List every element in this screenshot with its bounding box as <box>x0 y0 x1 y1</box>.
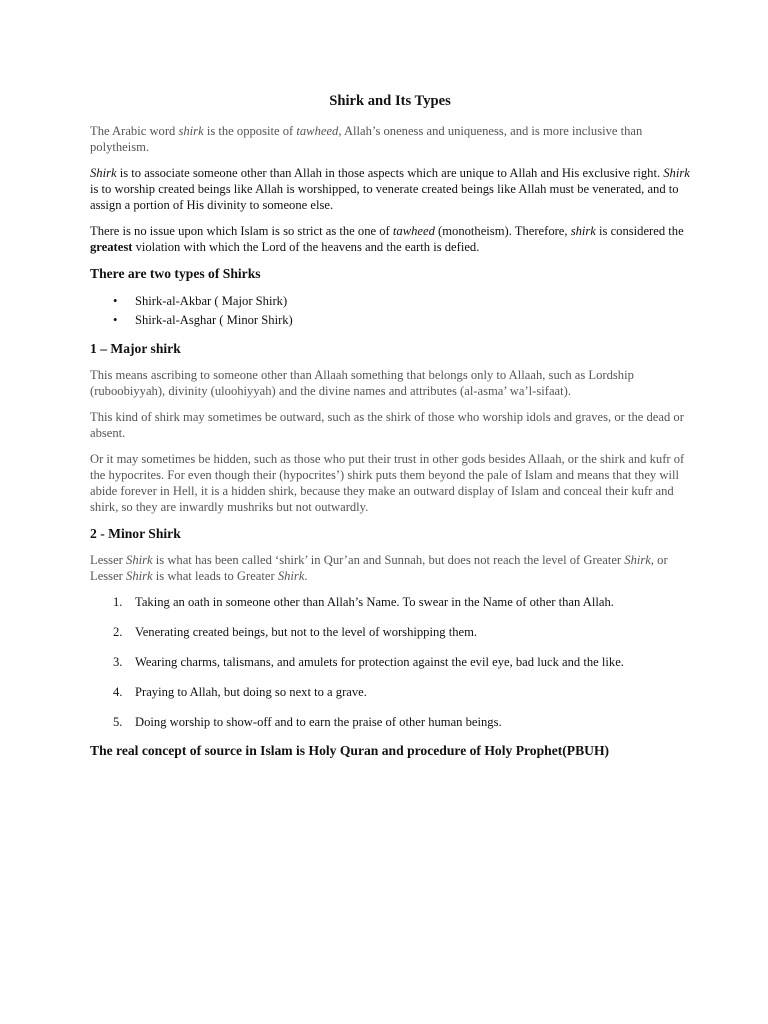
minor-term: Shirk <box>126 553 153 567</box>
strictness-text: is considered the <box>595 224 684 238</box>
definition-term: Shirk <box>663 166 690 180</box>
intro-paragraph <box>90 123 690 155</box>
minor-text: . <box>304 569 308 583</box>
strictness-term: shirk <box>570 224 596 238</box>
intro-text: , Allah’s oneness and uniqueness, and is more inclusive than polytheism. <box>90 124 643 154</box>
strictness-emphasis: greatest <box>90 240 133 254</box>
minor-shirk-heading: 2 - Minor Shirk <box>90 526 181 541</box>
page-title: Shirk and Its Types <box>329 93 451 109</box>
document-body <box>90 91 690 760</box>
strictness-text: violation with which the Lord of the heavens and the earth is defied. <box>132 240 480 254</box>
list-item <box>90 714 690 730</box>
minor-text: Lesser <box>90 553 127 567</box>
minor-term: Shirk <box>624 553 651 567</box>
minor-shirk-list <box>90 594 690 730</box>
list-item <box>90 594 690 610</box>
conclusion-heading: The real concept of source in Islam is Holy Quran and procedure of Holy Prophet(PBUH) <box>90 743 610 758</box>
strictness-text: There is no issue upon which Islam is so strict as the one of <box>90 224 393 238</box>
major-paragraph-1: This means ascribing to someone other than Allaah something that belongs only to Allaah, such as Lordship (ruboobiyyah), divinity (uloohiyyah) and the divine names and attributes (al-asma’ wa’l-sifaat). <box>90 368 634 398</box>
strictness-text: (monotheism). Therefore, <box>434 224 571 238</box>
minor-text: is what leads to Greater <box>152 569 278 583</box>
minor-term: Shirk <box>126 569 153 583</box>
list-item <box>90 654 690 670</box>
types-heading: There are two types of Shirks <box>90 266 261 281</box>
strictness-term: tawheed <box>392 224 435 238</box>
intro-text: The Arabic word <box>90 124 179 138</box>
definition-term: Shirk <box>90 166 117 180</box>
minor-text: , or Lesser <box>90 553 668 583</box>
list-item <box>90 684 690 700</box>
major-shirk-heading: 1 – Major shirk <box>90 341 181 356</box>
definition-text: is to worship created beings like Allah is worshipped, to venerate created beings like Allah must be venerated, and to assign a portion of His divinity to someone else. <box>90 182 679 212</box>
minor-paragraph <box>90 552 690 584</box>
list-item-text: Praying to Allah, but doing so next to a grave. <box>135 685 367 699</box>
minor-text: is what has been called ‘shirk’ in Qur’an and Sunnah, but does not reach the level of Greater <box>152 553 625 567</box>
list-item-text: Wearing charms, talismans, and amulets for protection against the evil eye, bad luck and the like. <box>135 655 624 669</box>
list-number: 3. <box>113 655 123 669</box>
types-list <box>90 292 690 330</box>
major-paragraph-2: This kind of shirk may sometimes be outward, such as the shirk of those who worship idols and graves, or the dead or absent. <box>90 410 684 440</box>
intro-text: is the opposite of <box>203 124 297 138</box>
list-item: • Shirk-al-Asghar ( Minor Shirk) <box>90 311 690 330</box>
list-item: • Shirk-al-Akbar ( Major Shirk) <box>90 292 690 311</box>
strictness-paragraph <box>90 223 690 255</box>
intro-term-shirk: shirk <box>178 124 204 138</box>
minor-term: Shirk <box>277 569 305 583</box>
list-number: 2. <box>113 625 123 639</box>
list-item <box>90 624 690 640</box>
list-item-text: Doing worship to show-off and to earn the praise of other human beings. <box>135 715 502 729</box>
list-number: 1. <box>113 595 123 609</box>
major-paragraph-3: Or it may sometimes be hidden, such as those who put their trust in other gods besides Allaah, or the shirk and kufr of the hypocrites. For even though their (hypocrites’) shirk puts them beyond the pale of Islam and means that they will abide forever in Hell, it is a hidden shirk, because they make an outward display of Islam and conceal their kufr and shirk, so they are inwardly mushriks but not outwardly. <box>90 452 685 514</box>
list-item-text: Taking an oath in someone other than Allah’s Name. To swear in the Name of other than Allah. <box>135 595 614 609</box>
definition-text: is to associate someone other than Allah in those aspects which are unique to Allah and His exclusive right. <box>116 166 664 180</box>
intro-term-tawheed: tawheed <box>296 124 339 138</box>
definition-paragraph <box>90 165 690 213</box>
list-number: 4. <box>113 685 123 699</box>
list-number: 5. <box>113 715 123 729</box>
list-item-text: Venerating created beings, but not to the level of worshipping them. <box>135 625 478 639</box>
